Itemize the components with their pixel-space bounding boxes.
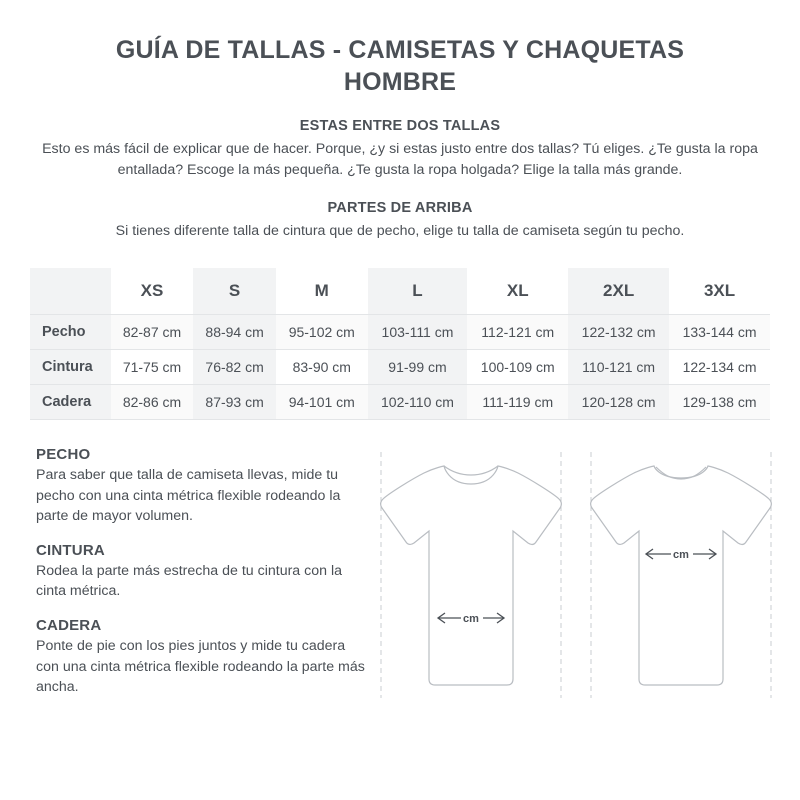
- instruction-heading-cadera: CADERA: [36, 617, 102, 635]
- table-header-row: [30, 268, 770, 315]
- cell-pecho-3xl: 133-144 cm: [669, 315, 770, 350]
- cell-pecho-l: 103-111 cm: [368, 315, 468, 350]
- cell-cadera-s: 87-93 cm: [193, 385, 276, 420]
- cell-pecho-s: 88-94 cm: [193, 315, 276, 350]
- instruction-body-cadera: Ponte de pie con los pies juntos y mide tu cadera con una cinta métrica flexible rodeando la parte más ancha.: [36, 638, 365, 696]
- cell-cintura-xl: 100-109 cm: [467, 350, 568, 385]
- page-title: GUÍA DE TALLAS - CAMISETAS Y CHAQUETAS HOMBRE: [115, 36, 685, 96]
- cell-cadera-3xl: 129-138 cm: [669, 385, 770, 420]
- column-header-xl: XL: [467, 268, 568, 315]
- section-heading: PARTES DE ARRIBA: [327, 200, 473, 217]
- row-label-cadera: Cadera: [30, 385, 111, 420]
- section-heading: ESTAS ENTRE DOS TALLAS: [299, 118, 501, 134]
- cell-cintura-l: 91-99 cm: [368, 350, 468, 385]
- column-header-m: M: [276, 268, 368, 315]
- measure-label: cm: [463, 613, 479, 626]
- row-label-cintura: Cintura: [30, 350, 111, 385]
- column-header-2xl: 2XL: [568, 268, 669, 315]
- table-row: [30, 350, 770, 385]
- instruction-body-cintura: Rodea la parte más estrecha de tu cintura con la cinta métrica.: [36, 562, 342, 600]
- cell-cintura-s: 76-82 cm: [193, 350, 276, 385]
- section-body: Esto es más fácil de explicar que de hacer. Porque, ¿y si estas justo entre dos tallas? Tú eliges. ¿Te gusta la ropa entallada? Escoge la más pequeña. ¿Te gusta la ropa holgada? Elige la talla más grande.: [42, 141, 758, 179]
- measure-instructions: [36, 446, 366, 713]
- tshirt-back-figure: [576, 450, 786, 700]
- spacer: [30, 181, 770, 200]
- cell-cintura-3xl: 122-134 cm: [669, 350, 770, 385]
- cell-cadera-l: 102-110 cm: [368, 385, 468, 420]
- section-between-sizes: [30, 118, 770, 181]
- cell-cintura-2xl: 110-121 cm: [568, 350, 669, 385]
- measure-label: cm: [673, 549, 689, 562]
- tshirt-diagrams: [366, 446, 786, 713]
- column-header-l: L: [368, 268, 468, 315]
- tshirt-front-figure: [366, 450, 576, 700]
- cell-cintura-xs: 71-75 cm: [111, 350, 194, 385]
- cell-pecho-m: 95-102 cm: [276, 315, 368, 350]
- instruction-heading-pecho: PECHO: [36, 446, 91, 464]
- cell-pecho-xs: 82-87 cm: [111, 315, 194, 350]
- tshirt-front-icon: [366, 450, 576, 700]
- row-label-pecho: Pecho: [30, 315, 111, 350]
- table-corner-cell: [30, 268, 111, 315]
- instruction-body-pecho: Para saber que talla de camiseta llevas, mide tu pecho con una cinta métrica flexible rodeando la parte de mayor volumen.: [36, 467, 341, 525]
- table-row: [30, 385, 770, 420]
- column-header-xs: XS: [111, 268, 194, 315]
- section-upper-body: [30, 200, 770, 242]
- cell-pecho-xl: 112-121 cm: [467, 315, 568, 350]
- instruction-heading-cintura: CINTURA: [36, 541, 105, 559]
- section-body: Si tienes diferente talla de cintura que de pecho, elige tu talla de camiseta según tu pecho.: [115, 223, 685, 240]
- column-header-s: S: [193, 268, 276, 315]
- cell-pecho-2xl: 122-132 cm: [568, 315, 669, 350]
- cell-cintura-m: 83-90 cm: [276, 350, 368, 385]
- table-row: [30, 315, 770, 350]
- column-header-3xl: 3XL: [669, 268, 770, 315]
- cell-cadera-xs: 82-86 cm: [111, 385, 194, 420]
- cell-cadera-xl: 111-119 cm: [467, 385, 568, 420]
- cell-cadera-2xl: 120-128 cm: [568, 385, 669, 420]
- size-table: [30, 268, 770, 420]
- tshirt-back-icon: [576, 450, 786, 700]
- cell-cadera-m: 94-101 cm: [276, 385, 368, 420]
- lower-section: [30, 446, 770, 713]
